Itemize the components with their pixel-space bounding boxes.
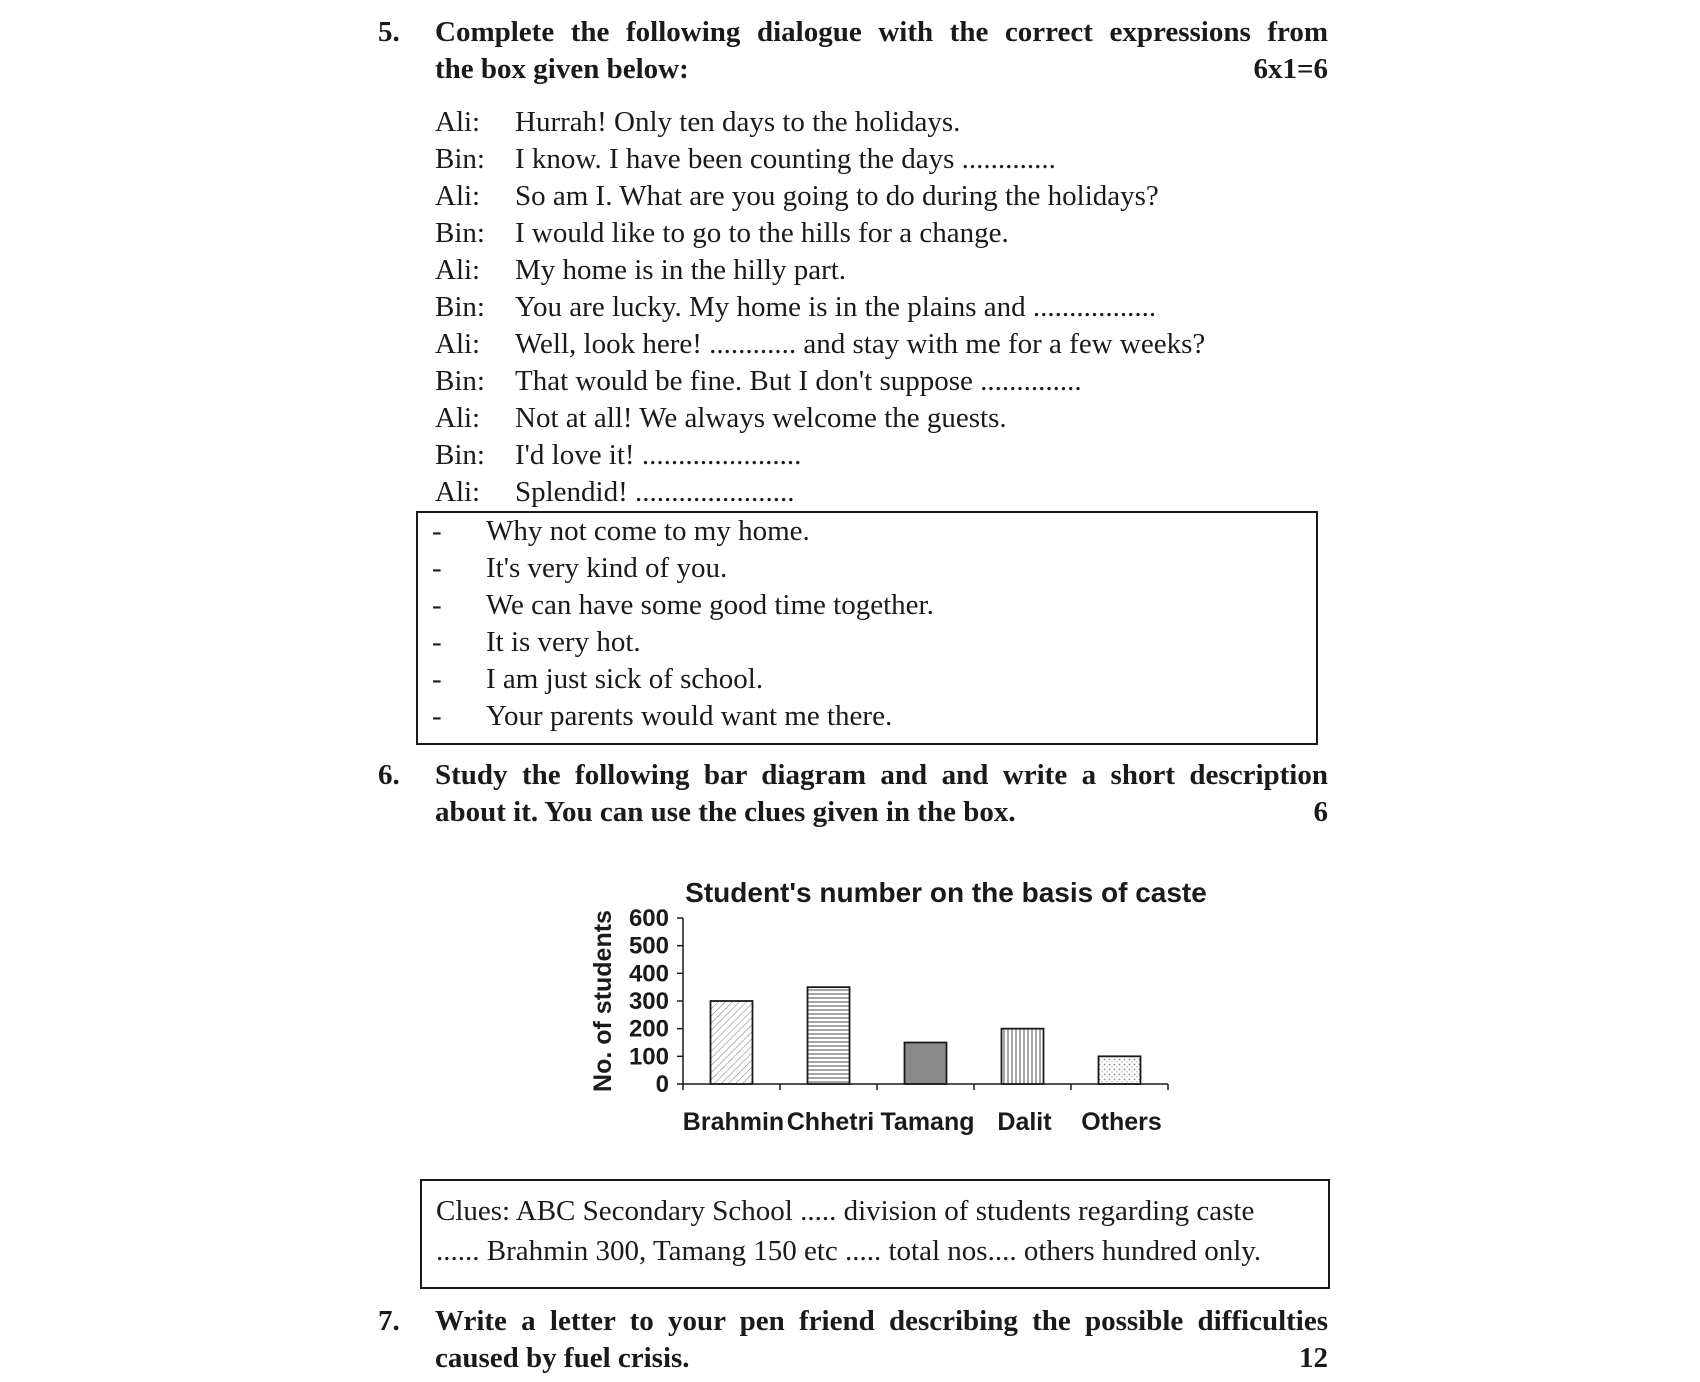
dialogue-text: You are lucky. My home is in the plains and ................. xyxy=(515,291,1157,323)
dialogue-speaker: Bin: xyxy=(435,217,485,249)
y-tick-label: 0 xyxy=(655,1071,669,1098)
bar-brahmin xyxy=(711,1001,753,1084)
bar-others xyxy=(1099,1056,1141,1084)
question-number: 7. xyxy=(378,1305,400,1337)
y-tick-label: 200 xyxy=(628,1015,669,1043)
expression-text: Why not come to my home. xyxy=(486,515,810,547)
y-tick-label: 300 xyxy=(628,988,669,1015)
expression-text: I am just sick of school. xyxy=(486,663,764,695)
prompt-line-2-text: caused by fuel crisis. xyxy=(435,1342,690,1374)
dialogue-speaker: Ali: xyxy=(435,106,481,138)
bar-chhetri xyxy=(808,987,850,1084)
prompt-line-2-text: the box given below: xyxy=(435,53,689,85)
expression-text: It is very hot. xyxy=(486,626,641,658)
x-tick-label: Dalit xyxy=(997,1108,1052,1136)
clues-line-2: ...... Brahmin 300, Tamang 150 etc ..... total nos.... others hundred only. xyxy=(436,1235,1262,1267)
x-tick-label: Others xyxy=(1081,1108,1162,1136)
expressions-list xyxy=(418,513,1316,735)
bullet-dash: - xyxy=(432,515,442,547)
expression-item xyxy=(418,550,1316,587)
expression-item xyxy=(418,661,1316,698)
bar-tamang xyxy=(905,1043,947,1085)
dialogue-speaker: Ali: xyxy=(435,402,481,434)
bar-chart xyxy=(498,868,1238,1168)
prompt-line-1: Write a letter to your pen friend describing the possible difficulties xyxy=(435,1305,1328,1337)
bar-dalit xyxy=(1002,1029,1044,1084)
marks: 6 xyxy=(1313,796,1328,828)
dialogue-text: So am I. What are you going to do during the holidays? xyxy=(515,180,1159,212)
dialogue-line xyxy=(435,363,1295,400)
clues-line-1: Clues: ABC Secondary School ..... division of students regarding caste xyxy=(436,1195,1255,1227)
marks: 6x1=6 xyxy=(1253,53,1328,85)
prompt-line-2 xyxy=(435,794,1328,831)
dialogue-speaker: Bin: xyxy=(435,365,485,397)
bullet-dash: - xyxy=(432,700,442,732)
clues-box xyxy=(420,1179,1330,1289)
y-axis-label: No. of students xyxy=(589,910,617,1092)
dialogue-speaker: Bin: xyxy=(435,291,485,323)
dialogue-line xyxy=(435,178,1295,215)
x-tick-label: Chhetri xyxy=(786,1108,875,1136)
dialogue-speaker: Ali: xyxy=(435,328,481,360)
question-prompt xyxy=(435,1303,1328,1377)
x-tick-label: Tamang xyxy=(880,1108,975,1136)
prompt-line-1: Study the following bar diagram and and write a short description xyxy=(435,759,1328,791)
bullet-dash: - xyxy=(432,626,442,658)
prompt-line-1: Complete the following dialogue with the correct expressions from xyxy=(435,16,1328,48)
exam-page xyxy=(378,0,1328,1382)
question-prompt xyxy=(435,14,1328,88)
dialogue-line xyxy=(435,252,1295,289)
dialogue-speaker: Ali: xyxy=(435,476,481,508)
prompt-line-2 xyxy=(435,1340,1328,1377)
dialogue-speaker: Ali: xyxy=(435,254,481,286)
dialogue-line xyxy=(435,437,1295,474)
dialogue-line xyxy=(435,215,1295,252)
dialogue xyxy=(435,104,1295,511)
dialogue-line xyxy=(435,326,1295,363)
expression-item xyxy=(418,698,1316,735)
dialogue-speaker: Bin: xyxy=(435,143,485,175)
dialogue-line xyxy=(435,141,1295,178)
chart-title: Student's number on the basis of caste xyxy=(685,877,1207,908)
y-tick-label: 400 xyxy=(628,960,669,988)
dialogue-speaker: Bin: xyxy=(435,439,485,471)
dialogue-line xyxy=(435,289,1295,326)
clues-text xyxy=(436,1191,1314,1271)
question-number: 5. xyxy=(378,16,400,48)
dialogue-text: I know. I have been counting the days ............. xyxy=(515,143,1056,175)
dialogue-line xyxy=(435,474,1295,511)
dialogue-text: I'd love it! ...................... xyxy=(515,439,802,471)
prompt-line-2 xyxy=(435,51,1328,88)
bullet-dash: - xyxy=(432,663,442,695)
dialogue-speaker: Ali: xyxy=(435,180,481,212)
expression-item xyxy=(418,513,1316,550)
bullet-dash: - xyxy=(432,552,442,584)
dialogue-line xyxy=(435,104,1295,141)
expressions-box xyxy=(416,511,1318,745)
expression-item xyxy=(418,587,1316,624)
question-number: 6. xyxy=(378,759,400,791)
question-prompt xyxy=(435,757,1328,831)
dialogue-text: I would like to go to the hills for a change. xyxy=(515,217,1009,249)
bar-chart-svg xyxy=(498,868,1238,1168)
expression-item xyxy=(418,624,1316,661)
expression-text: We can have some good time together. xyxy=(486,589,934,621)
y-tick-label: 100 xyxy=(628,1043,669,1071)
y-tick-label: 600 xyxy=(628,905,669,932)
dialogue-text: That would be fine. But I don't suppose .............. xyxy=(515,365,1082,397)
y-tick-label: 500 xyxy=(628,932,669,960)
dialogue-text: Well, look here! ............ and stay with me for a few weeks? xyxy=(515,328,1206,360)
marks: 12 xyxy=(1299,1342,1328,1374)
bullet-dash: - xyxy=(432,589,442,621)
prompt-line-2-text: about it. You can use the clues given in the box. xyxy=(435,796,1016,828)
expression-text: Your parents would want me there. xyxy=(486,700,893,732)
dialogue-text: Splendid! ...................... xyxy=(515,476,795,508)
dialogue-text: Hurrah! Only ten days to the holidays. xyxy=(515,106,961,138)
expression-text: It's very kind of you. xyxy=(486,552,728,584)
dialogue-text: My home is in the hilly part. xyxy=(515,254,847,286)
dialogue-line xyxy=(435,400,1295,437)
x-tick-label: Brahmin xyxy=(682,1108,785,1136)
dialogue-text: Not at all! We always welcome the guests. xyxy=(515,402,1007,434)
